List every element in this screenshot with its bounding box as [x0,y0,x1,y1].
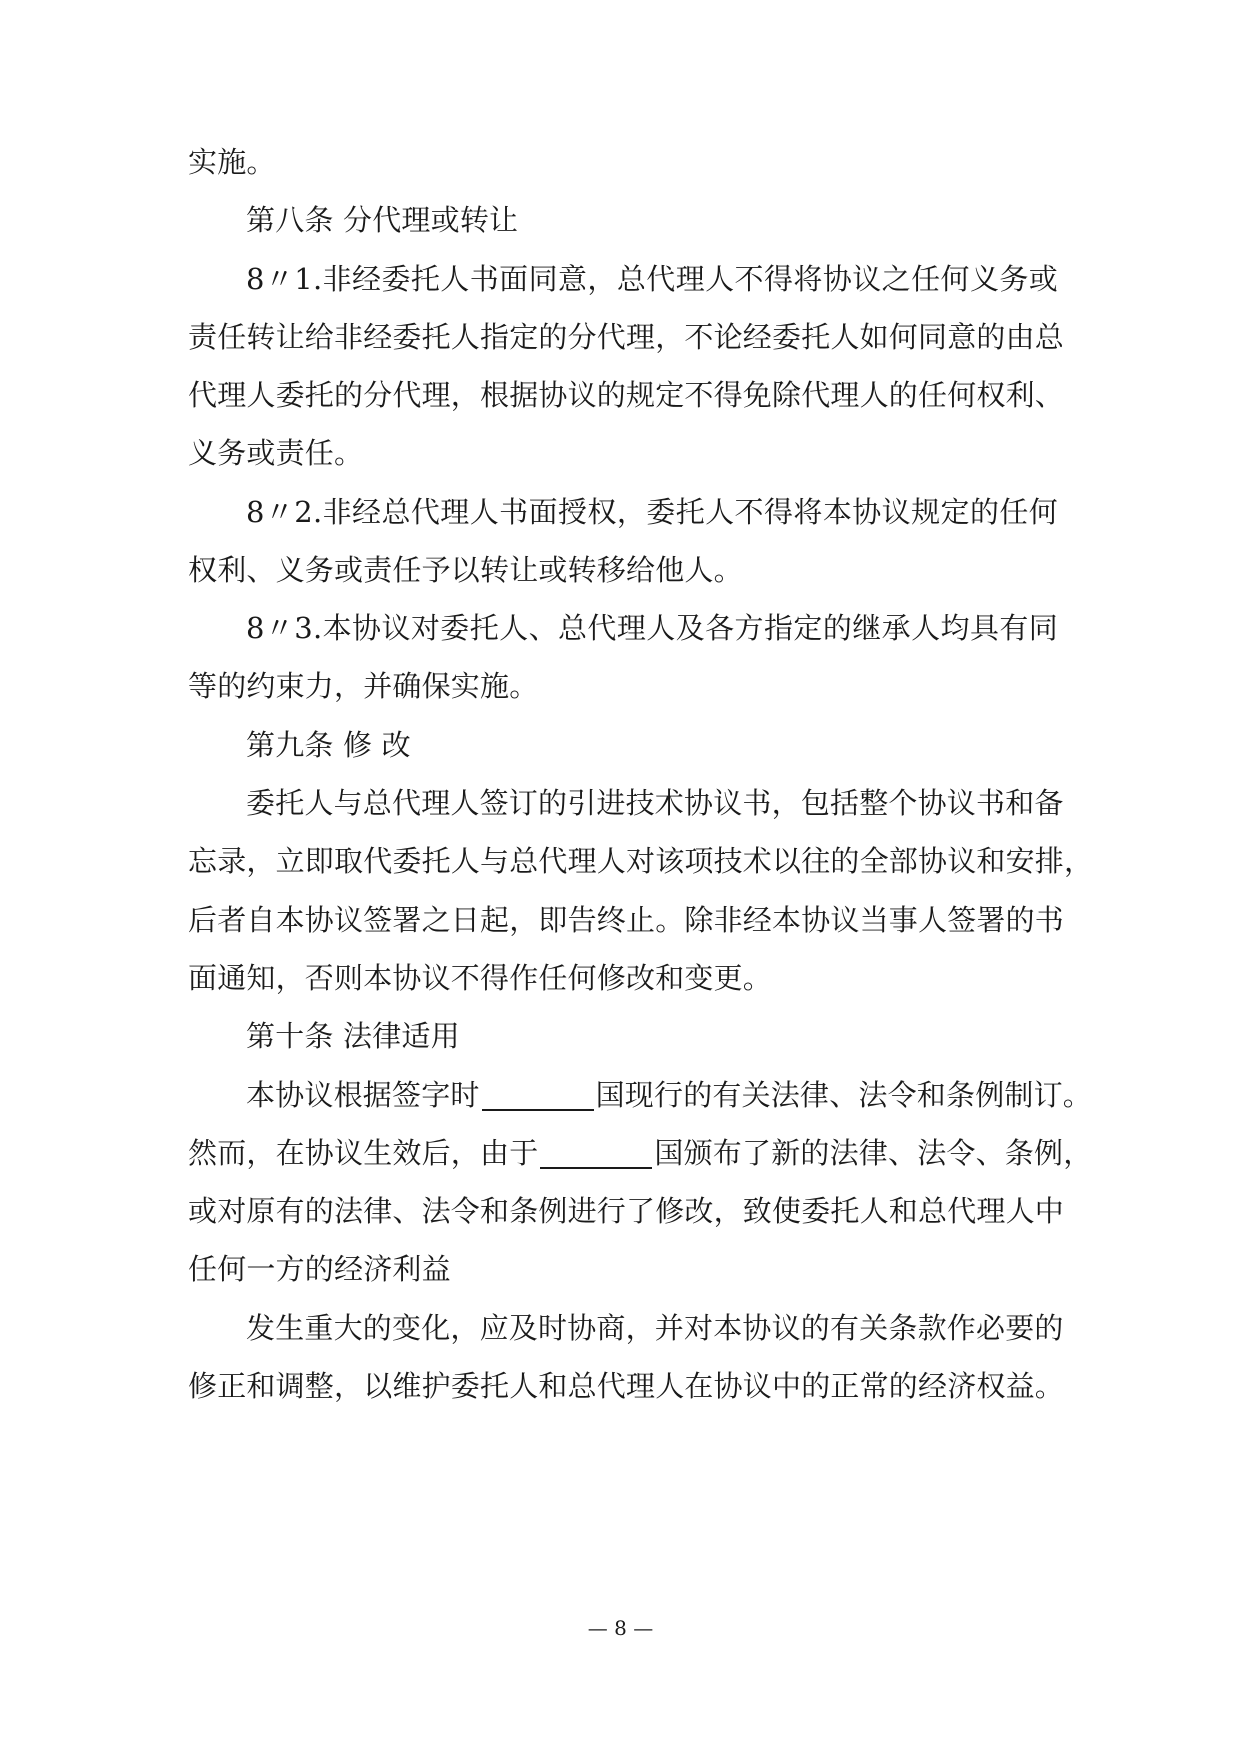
line-text-end: 国颁布了新的法律、法令、条例， [654,1136,1093,1170]
paragraph-line-with-blank [188,1133,1093,1173]
fill-in-blank [540,1139,652,1169]
section-heading-article-9: 第九条 修 改 [246,728,411,762]
paragraph-line: 等的约束力，并确保实施。 [188,669,539,703]
line-text-end: 国现行的有关法律、法令和条例制订。 [595,1078,1093,1112]
section-heading-article-8: 第八条 分代理或转让 [246,203,519,237]
page-number: — 8 — [587,1616,654,1640]
paragraph-line: 或对原有的法律、法令和条例进行了修改，致使委托人和总代理人中 [188,1194,1065,1228]
paragraph-line: 8〃1.非经委托人书面同意，总代理人不得将协议之任何义务或 [246,262,1058,296]
paragraph-line-with-blank [246,1075,1093,1115]
paragraph-line: 责任转让给非经委托人指定的分代理，不论经委托人如何同意的由总 [188,320,1065,354]
paragraph-line: 代理人委托的分代理，根据协议的规定不得免除代理人的任何权利、 [188,378,1065,412]
paragraph-line: 修正和调整，以维护委托人和总代理人在协议中的正常的经济权益。 [188,1369,1065,1403]
paragraph-line: 委托人与总代理人签订的引进技术协议书，包括整个协议书和备 [246,786,1064,820]
paragraph-line: 面通知，否则本协议不得作任何修改和变更。 [188,961,773,995]
section-heading-article-10: 第十条 法律适用 [246,1019,460,1053]
paragraph-line: 义务或责任。 [188,436,364,470]
paragraph-line: 实施。 [188,145,276,179]
line-text-start: 然而，在协议生效后，由于 [188,1136,539,1170]
paragraph-line: 8〃2.非经总代理人书面授权，委托人不得将本协议规定的任何 [246,495,1058,529]
line-text-start: 本协议根据签字时 [246,1078,480,1112]
paragraph-line: 后者自本协议签署之日起，即告终止。除非经本协议当事人签署的书 [188,903,1065,937]
paragraph-line: 任何一方的经济利益 [188,1252,451,1286]
paragraph-line: 权利、义务或责任予以转让或转移给他人。 [188,553,743,587]
paragraph-line: 8〃3.本协议对委托人、总代理人及各方指定的继承人均具有同 [246,611,1058,645]
paragraph-line: 发生重大的变化，应及时协商，并对本协议的有关条款作必要的 [246,1311,1064,1345]
fill-in-blank [482,1081,594,1111]
paragraph-line: 忘录，立即取代委托人与总代理人对该项技术以往的全部协议和安排， [188,844,1094,878]
